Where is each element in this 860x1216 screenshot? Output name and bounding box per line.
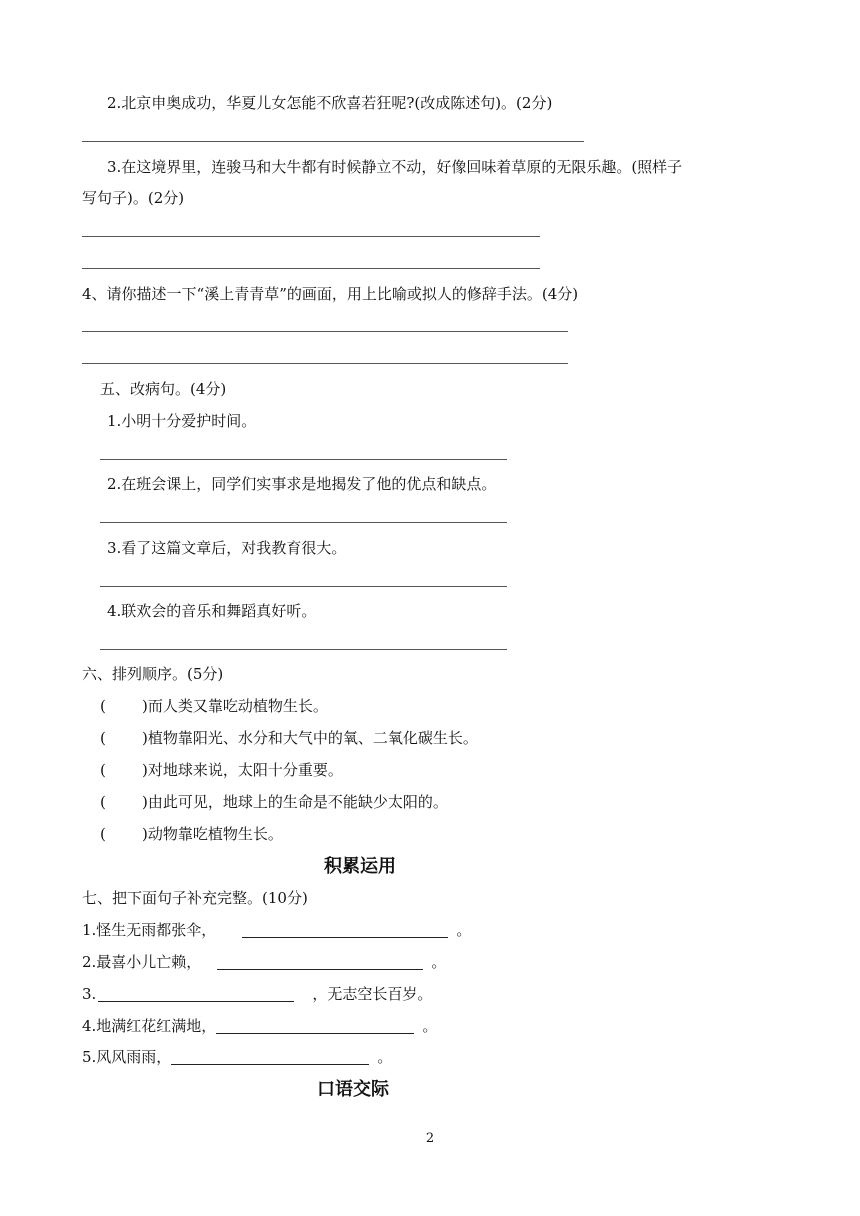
answer-line[interactable] [100,459,507,460]
section-5-item-3: 3.看了这篇文章后，对我教育很大。 [107,539,347,557]
fill-sentence-1: 1.怪生无雨都张伞， 。 [82,921,472,939]
order-item-2: ( )植物靠阳光、水分和大气中的氧、二氧化碳生长。 [100,729,478,747]
answer-line[interactable] [100,586,507,587]
order-item-1: ( )而人类又靠吃动植物生长。 [100,697,328,715]
heading-accumulate: 积累运用 [324,856,396,877]
order-blank[interactable]: ( [100,825,106,843]
fill-blank[interactable] [98,986,294,1002]
order-blank[interactable]: ( [100,761,106,779]
question-4-3-line2: 写句子)。(2分) [82,189,185,207]
section-5-item-4: 4.联欢会的音乐和舞蹈真好听。 [107,602,317,620]
answer-line[interactable] [82,363,568,364]
section-7-title: 七、把下面句子补充完整。(10分) [82,889,308,907]
order-blank[interactable]: ( [100,729,106,747]
page-number: 2 [425,1131,435,1146]
answer-line[interactable] [100,649,507,650]
question-4-2: 2.北京申奥成功，华夏儿女怎能不欣喜若狂呢?(改成陈述句)。(2分) [107,94,553,112]
section-5-item-2: 2.在班会课上，同学们实事求是地揭发了他的优点和缺点。 [107,475,497,493]
order-item-3: ( )对地球来说，太阳十分重要。 [100,761,343,779]
section-6-title: 六、排列顺序。(5分) [82,665,224,683]
answer-line[interactable] [100,522,507,523]
fill-sentence-4: 4.地满红花红满地， 。 [82,1017,438,1035]
fill-blank[interactable] [171,1049,369,1065]
answer-line[interactable] [82,268,540,269]
fill-sentence-5: 5.风风雨雨， 。 [82,1048,393,1066]
order-blank[interactable]: ( [100,697,106,715]
order-item-5: ( )动物靠吃植物生长。 [100,825,283,843]
fill-blank[interactable] [242,922,448,938]
fill-blank[interactable] [216,1018,414,1034]
fill-sentence-2: 2.最喜小儿亡赖， 。 [82,953,447,971]
fill-sentence-3: 3. ，无志空长百岁。 [82,985,433,1003]
answer-line[interactable] [82,236,540,237]
question-4-3-line1: 3.在这境界里，连骏马和大牛都有时候静立不动，好像回味着草原的无限乐趣。(照样子 [107,158,683,176]
order-item-4: ( )由此可见，地球上的生命是不能缺少太阳的。 [100,793,448,811]
section-5-item-1: 1.小明十分爱护时间。 [107,412,257,430]
heading-oral: 口语交际 [317,1079,389,1100]
answer-line[interactable] [82,141,584,142]
question-4-4: 4、请你描述一下“溪上青青草”的画面，用上比喻或拟人的修辞手法。(4分) [82,285,579,303]
section-5-title: 五、改病句。(4分) [100,380,227,398]
order-blank[interactable]: ( [100,793,106,811]
fill-blank[interactable] [217,954,423,970]
answer-line[interactable] [82,331,568,332]
